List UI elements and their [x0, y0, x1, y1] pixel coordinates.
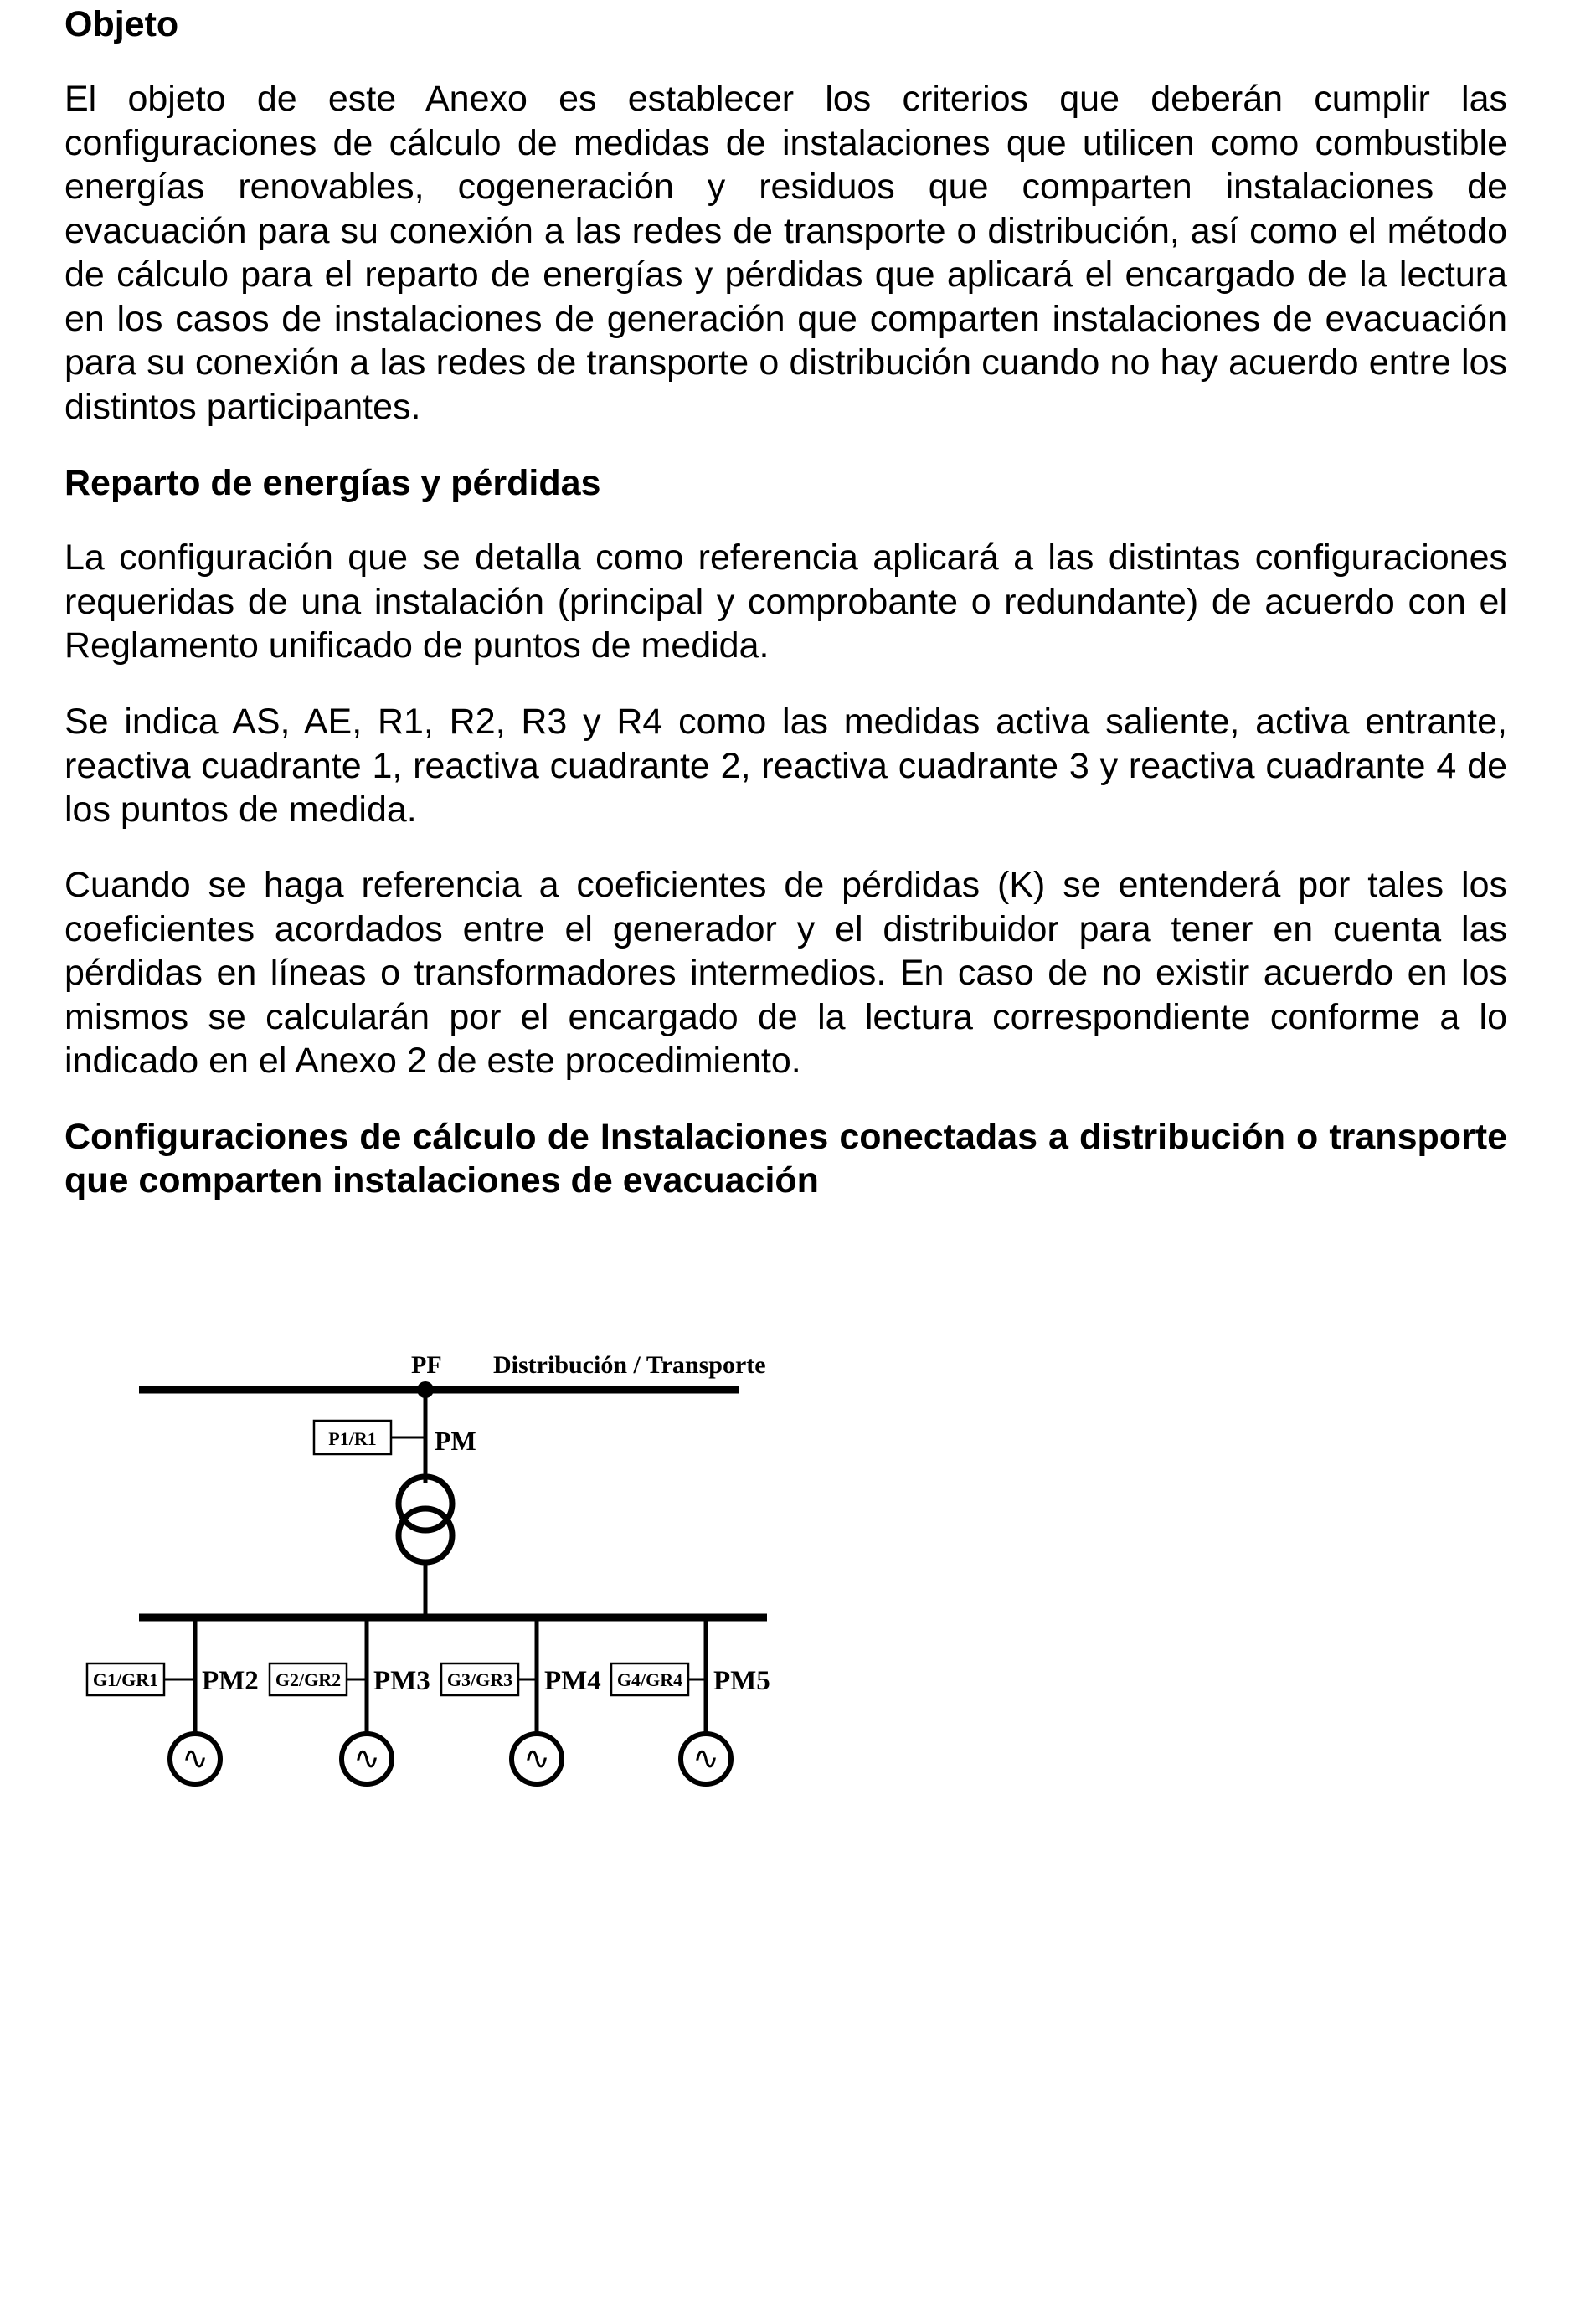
paragraph-objeto: El objeto de este Anexo es establecer los criterios que deberán cumplir las configuraciones de cálculo de medidas de instalaciones que utilicen como combustible energías renovables, cogeneración y residuos que comparten instalaciones de evacuación para su conexión a las redes de transporte o distribución, así como el método de cálculo para el reparto de energías y pérdidas que aplicará el encargado de la lectura en los casos de instalaciones de generación que comparten instalaciones de evacuación para su conexión a las redes de transporte o distribución cuando no hay acuerdo entre los distintos participantes. [64, 79, 1507, 427]
generator-meter-label: PM3 [373, 1666, 430, 1696]
heading-configuraciones: Configuraciones de cálculo de Instalaciones conectadas a distribución o transporte que comparten instalaciones de evacuación [64, 1117, 1507, 1201]
heading-reparto: Reparto de energías y pérdidas [64, 463, 601, 503]
generator-meter-box-label: G4/GR4 [616, 1669, 683, 1690]
generator-meter-box-label: G3/GR3 [446, 1669, 513, 1690]
transformer-icon [399, 1477, 452, 1562]
pf-label: PF [411, 1351, 442, 1379]
sine-wave-icon: ∿ [692, 1741, 719, 1776]
paragraph-reparto-1: La configuración que se detalla como referencia aplicará a las distintas configuraciones requeridas de una instalación (principal y comprobante o redundante) de acuerdo con el Reglamento unificado de puntos de medida. [64, 537, 1507, 666]
generator-meter-label: PM2 [202, 1666, 259, 1696]
paragraph-reparto-2: Se indica AS, AE, R1, R2, R3 y R4 como las medidas activa saliente, activa entrante, reactiva cuadrante 1, reactiva cuadrante 2, reactiva cuadrante 3 y reactiva cuadrante 4 de los puntos de medida. [64, 702, 1507, 830]
generator-meter-label: PM5 [713, 1666, 770, 1696]
generator-branch [611, 1617, 770, 1784]
sine-wave-icon: ∿ [353, 1741, 380, 1776]
heading-objeto: Objeto [64, 4, 179, 44]
paragraph-reparto-3: Cuando se haga referencia a coeficientes de pérdidas (K) se entenderá por tales los coeficientes acordados entre el generador y el distribuidor para tener en cuenta las pérdidas en líneas o transformadores intermedios. En caso de no existir acuerdo en los mismos se calcularán por el encargado de la lectura correspondiente conforme a lo indicado en el Anexo 2 de este procedimiento. [64, 865, 1507, 1081]
main-meter-label: PM [435, 1426, 476, 1456]
generator-meter-box-label: G2/GR2 [275, 1669, 342, 1690]
generator-branch [270, 1617, 430, 1784]
generator-branch [87, 1617, 259, 1784]
sine-wave-icon: ∿ [523, 1741, 550, 1776]
main-meter-box-label: P1/R1 [328, 1428, 377, 1449]
sine-wave-icon: ∿ [182, 1741, 208, 1776]
generator-meter-box-label: G1/GR1 [92, 1669, 159, 1690]
generator-branch [441, 1617, 601, 1784]
network-label: Distribución / Transporte [493, 1351, 766, 1379]
generator-meter-label: PM4 [544, 1666, 601, 1696]
